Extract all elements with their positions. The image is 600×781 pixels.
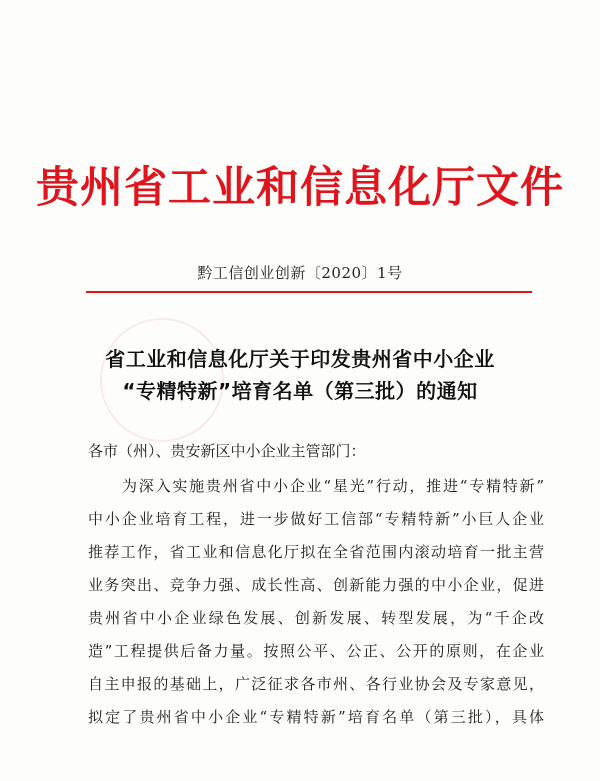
notice-title-line-2: “专精特新”培育名单（第三批）的通知 [122,379,478,403]
body-text-line: 为深入实施贵州省中小企业“星光”行动，推进“专精特新” [122,477,544,495]
body-text-line: 业务突出、竞争力强、成长性高、创新能力强的中小企业，促进 [88,576,544,594]
notice-title-line-1: 省工业和信息化厅关于印发贵州省中小企业 [105,347,495,371]
document-number: 黔工信创业创新〔2020〕1号 [197,264,403,282]
addressee-line: 各市（州）、贵安新区中小企业主管部门： [88,442,366,460]
body-text-line: 推荐工作，省工业和信息化厅拟在全省范围内滚动培育一批主营 [88,543,544,561]
body-text-line: 自主申报的基础上，广泛征求各市州、各行业协会及专家意见， [88,675,544,693]
red-divider-line [86,291,532,293]
document-header-title: 贵州省工业和信息化厅文件 [36,163,564,213]
body-text-line: 中小企业培育工程，进一步做好工信部“专精特新”小巨人企业 [88,510,544,528]
body-text-line: 拟定了贵州省中小企业“专精特新”培育名单（第三批），具体 [88,708,544,726]
body-text-line: 贵州省中小企业绿色发展、创新发展、转型发展，为“千企改 [88,609,544,627]
body-text-line: 造”工程提供后备力量。按照公平、公正、公开的原则，在企业 [88,642,544,660]
